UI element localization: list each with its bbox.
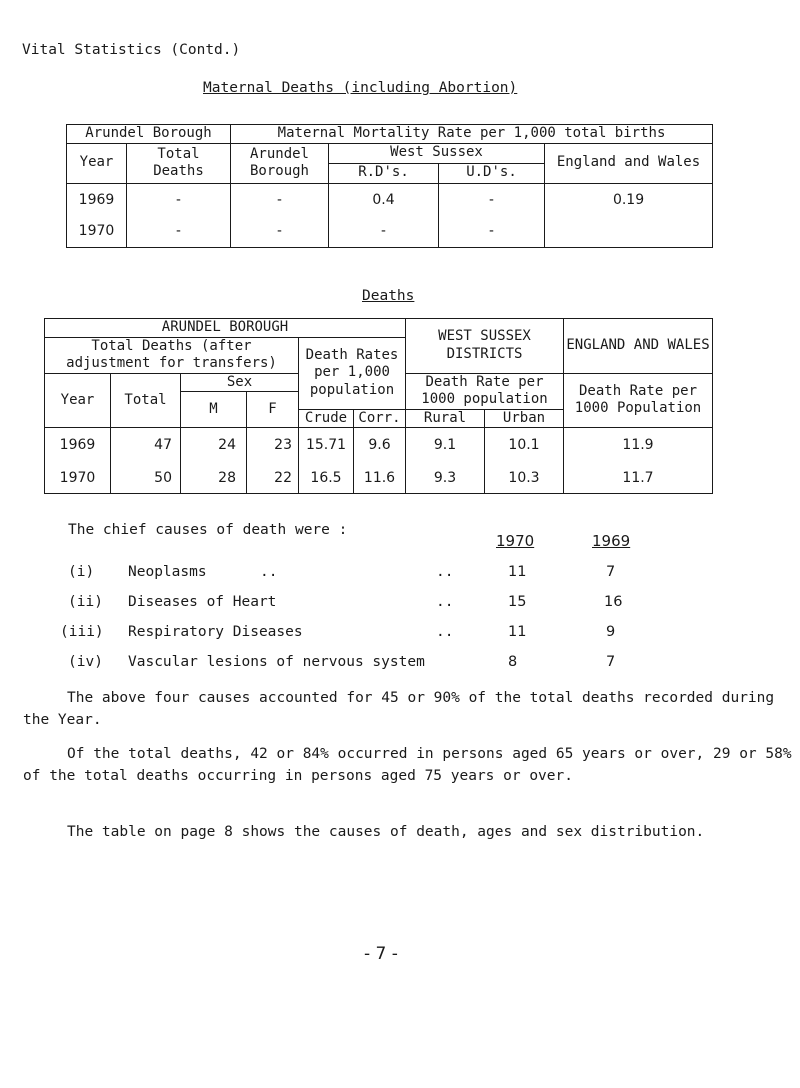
causes-intro: The chief causes of death were : — [68, 522, 348, 538]
deaths-table — [44, 318, 713, 494]
paragraph-table-reference: The table on page 8 shows the causes of death, ages and sex distribution. — [67, 824, 705, 840]
maternal-deaths-table — [66, 124, 713, 248]
column-header-1969: 1969 — [592, 532, 631, 550]
table-row: 1970 - - - - — [67, 217, 713, 247]
page-title: Vital Statistics (Contd.) — [22, 42, 241, 58]
cause-label: Respiratory Diseases — [128, 624, 303, 640]
header-year: Year — [67, 143, 127, 183]
cause-label: Neoplasms — [128, 564, 207, 580]
paragraph-age-distribution: Of the total deaths, 42 or 84% occurred in persons aged 65 years or over, 29 or 58% of the total deaths occurring in persons aged 75 years or over. — [23, 746, 792, 784]
cause-value-1969: 7 — [606, 654, 616, 670]
header-f: F — [247, 392, 299, 428]
cause-value-1969: 9 — [606, 624, 616, 640]
header-rural: Rural — [406, 409, 485, 428]
section-title-deaths: Deaths — [362, 288, 415, 304]
cause-label: Vascular lesions of nervous system — [128, 654, 425, 670]
header-england-wales: England and Wales — [545, 143, 713, 183]
header-crude: Crude — [299, 409, 354, 428]
cause-number: (ii) — [68, 594, 103, 610]
header-arundel: Arundel Borough — [231, 143, 329, 183]
page-number: - 7 - — [364, 944, 398, 964]
header-uds: U.D's. — [439, 163, 545, 183]
leader-dots: .. — [436, 624, 454, 640]
leader-dots: .. — [436, 594, 454, 610]
header-england-wales: ENGLAND AND WALES — [564, 319, 713, 374]
cause-value-1970: 8 — [508, 654, 518, 670]
header-total-deaths: Total Deaths — [127, 143, 231, 183]
header-arundel-borough: ARUNDEL BOROUGH — [45, 319, 406, 338]
cause-value-1969: 16 — [604, 594, 623, 610]
cause-value-1969: 7 — [606, 564, 616, 580]
header-total: Total — [111, 373, 181, 428]
table-row: 1969 - - 0.4 - 0.19 — [67, 183, 713, 217]
header-sex: Sex — [181, 373, 299, 392]
cause-value-1970: 11 — [508, 564, 527, 580]
cause-value-1970: 11 — [508, 624, 527, 640]
column-header-1970: 1970 — [496, 532, 535, 550]
header-maternal-mortality: Maternal Mortality Rate per 1,000 total births — [231, 125, 713, 144]
cause-number: (i) — [68, 564, 95, 580]
header-total-deaths-after-adjustment: Total Deaths (after adjustment for transfers) — [45, 337, 299, 373]
leader-dots: .. — [260, 564, 278, 580]
cause-number: (iii) — [60, 624, 104, 640]
header-arundel-borough: Arundel Borough — [67, 125, 231, 144]
header-urban: Urban — [485, 409, 564, 428]
header-year: Year — [45, 373, 111, 428]
header-death-rate-per-1000: Death Rate per 1000 population — [406, 373, 564, 409]
header-west-sussex-districts: WEST SUSSEX DISTRICTS — [406, 319, 564, 374]
header-death-rates: Death Rates per 1,000 population — [299, 337, 406, 409]
cause-label: Diseases of Heart — [128, 594, 277, 610]
cause-number: (iv) — [68, 654, 103, 670]
leader-dots: .. — [436, 564, 454, 580]
header-death-rate-population: Death Rate per 1000 Population — [564, 373, 713, 428]
header-rds: R.D's. — [329, 163, 439, 183]
header-corr: Corr. — [354, 409, 406, 428]
header-m: M — [181, 392, 247, 428]
header-west-sussex: West Sussex — [329, 143, 545, 163]
cause-value-1970: 15 — [508, 594, 527, 610]
table-row: 1970 50 28 22 16.5 11.6 9.3 10.3 11.7 — [45, 464, 713, 494]
section-title-maternal: Maternal Deaths (including Abortion) — [203, 80, 518, 96]
table-row: 1969 47 24 23 15.71 9.6 9.1 10.1 11.9 — [45, 428, 713, 464]
paragraph-four-causes: The above four causes accounted for 45 or 90% of the total deaths recorded during the Year. — [23, 690, 775, 728]
